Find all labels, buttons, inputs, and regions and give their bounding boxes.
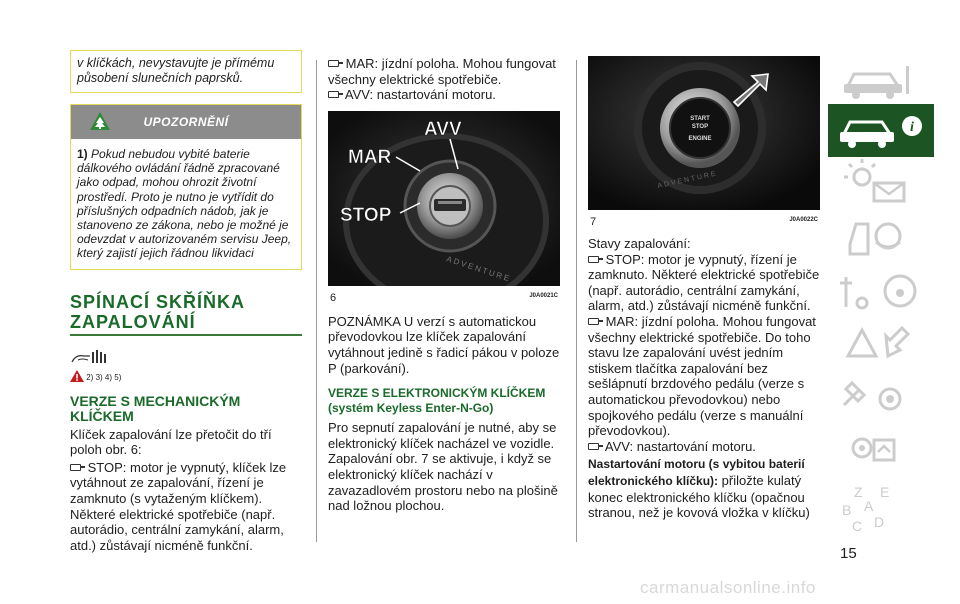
stop-paragraph	[588, 252, 820, 314]
warning-references	[70, 370, 302, 384]
steering-wheel-icon	[828, 263, 934, 316]
label-mar: MAR	[348, 146, 392, 168]
hand-hazard-icon	[70, 348, 114, 366]
warning-number: 1)	[77, 147, 88, 161]
index-letters-icon	[828, 475, 934, 545]
keyless-paragraph: Pro sepnutí zapalování je nutné, aby se elektronický klíček nacházel ve vozidle. Zapalování obr. 7 se aktivuje, i když se elektronický klíček nachází v zavazadlovém prostoru nebo na plošině nad ložnou plochou.	[328, 420, 558, 514]
label-avv: AVV	[424, 118, 462, 140]
ring-text: ADVENTURE	[445, 254, 513, 284]
subsection-title-line-1: VERZE S MECHANICKÝM	[70, 392, 241, 409]
tab-index[interactable]	[828, 475, 934, 545]
warning-triangle-icon	[70, 370, 84, 382]
note-text: v klíčkách, nevystavujte je přímému působení slunečních paprsků.	[77, 56, 275, 85]
column-divider	[316, 60, 317, 542]
svg-text:D: D	[874, 514, 885, 530]
warning-text: Pokud nebudou vybité baterie dálkového ovládání řádně zpracované jako odpad, mohou ohrozit životní prostředí. Proto je nutno je vytřídit do příslušných odpadních nádob, jak je stanoveno ze zákona, nebo je možné je odevzdat v autorizovaném servisu Jeep, který zajistí jejich řádnou likvidaci	[77, 147, 292, 261]
svg-text:i: i	[910, 120, 914, 135]
key-icon	[70, 464, 81, 471]
intro-paragraph: Klíček zapalování lze přetočit do tří poloh obr. 6:	[70, 426, 272, 458]
note-box	[70, 50, 302, 93]
figure-code: J0A0022C	[789, 217, 818, 223]
key-icon	[588, 318, 599, 325]
avv-paragraph	[588, 439, 820, 455]
section-title-line-2: ZAPALOVÁNÍ	[70, 311, 196, 332]
start-button-photo	[588, 56, 820, 210]
mar-text: MAR: jízdní poloha. Mohou fungovat všechny elektrické spotřebiče.	[328, 56, 556, 87]
stop-text: STOP: motor je vypnutý, řízení je zamknuto. Některé elektrické spotřebiče (např. autorádio, centrální zamykání, alarm, atd.) zůstávají nicméně funkční.	[588, 251, 820, 314]
figure-number: 6	[330, 291, 337, 304]
stop-text: STOP: motor je vypnutý, klíček lze vytáhnout ze zapalování, řízení je zamknuto (s vytaženým klíčkem). Některé elektrické spotřebiče (např. autorádio, centrální zamykání, alarm, atd.) zůstávají nicméně funkční.	[70, 459, 287, 553]
ignition-key-illustration	[328, 111, 560, 286]
warning-box	[70, 104, 302, 270]
emergency-icon	[828, 316, 934, 369]
section-title-line-1: SPÍNACÍ SKŘÍŇKA	[70, 291, 246, 312]
keyless-subsection-title: VERZE S ELEKTRONICKÝM KLÍČKEM (systém Keyless Enter-N-Go)	[328, 386, 546, 416]
svg-text:B: B	[842, 502, 852, 518]
states-heading: Stavy zapalování:	[588, 236, 691, 251]
tab-getting-to-know-vehicle[interactable]	[828, 104, 934, 157]
svg-text:C: C	[852, 518, 863, 534]
key-icon	[588, 443, 599, 450]
label-stop: STOP	[340, 204, 392, 226]
watermark: carmanualsonline.info	[640, 578, 816, 597]
tab-warning-lights[interactable]	[828, 157, 934, 210]
column-1	[70, 50, 302, 553]
technical-data-icon	[828, 422, 934, 475]
safety-icon	[828, 210, 934, 263]
warning-header	[71, 105, 301, 139]
key-icon	[328, 91, 339, 98]
mar-paragraph	[588, 314, 820, 439]
mar-text: MAR: jízdní poloha. Mohou fungovat všechny elektrické spotřebiče. Do toho stavu lze zapalování uvést jedním stiskem tlačítka zapalování bez sešlápnutí brzdového pedálu (verze s automatickou převodovkou) nebo spojkového pedálu (verze s manuální převodovkou).	[588, 313, 816, 439]
warning-title: UPOZORNĚNÍ	[143, 115, 229, 129]
reference-numbers: 2) 3) 4) 5)	[86, 372, 122, 382]
start-stop-button-illustration	[588, 56, 820, 210]
figure-6-caption	[328, 286, 560, 306]
tab-maintenance[interactable]	[828, 369, 934, 422]
figure-7-caption	[588, 210, 820, 230]
section-title	[70, 292, 302, 332]
dead-battery-text: přiložte kulatý konec elektronického klíčku (opačnou stranou, než je kovová vložka v klíčku)	[588, 472, 810, 521]
avv-text: AVV: nastartování motoru.	[604, 438, 756, 454]
svg-text:E: E	[880, 484, 890, 500]
warning-body	[71, 139, 301, 269]
stop-paragraph	[70, 460, 302, 554]
button-text-engine: ENGINE	[688, 136, 712, 142]
tab-starting-driving[interactable]	[828, 263, 934, 316]
tab-dashboard[interactable]	[828, 52, 934, 105]
svg-text:Z: Z	[854, 484, 863, 500]
svg-text:A: A	[864, 498, 874, 514]
dead-battery-bold: Nastartování motoru (s vybitou baterií elektronického klíčku):	[588, 457, 805, 488]
button-text-stop: STOP	[691, 124, 709, 130]
car-info-icon	[828, 104, 934, 157]
hazard-symbols	[70, 348, 302, 366]
note-paragraph: POZNÁMKA U verzí s automatickou převodovkou lze klíček zapalování vytáhnout jedině s řadicí pákou v poloze P (parkování).	[328, 313, 560, 376]
page-number: 15	[840, 545, 857, 562]
column-2	[328, 56, 560, 514]
dead-battery-paragraph	[588, 456, 820, 520]
car-dashboard-icon	[828, 52, 934, 105]
column-divider	[576, 60, 577, 542]
section-rule	[70, 334, 302, 336]
mar-paragraph	[328, 56, 560, 87]
column-3	[588, 56, 820, 521]
tab-emergency[interactable]	[828, 316, 934, 369]
key-icon	[328, 60, 339, 67]
avv-text: AVV: nastartování motoru.	[344, 87, 496, 103]
ignition-key-photo	[328, 111, 560, 286]
figure-number: 7	[590, 216, 597, 228]
subsection-title-line-2: KLÍČKEM	[70, 407, 134, 424]
tab-technical-data[interactable]	[828, 422, 934, 475]
maintenance-icon	[828, 369, 934, 422]
ring-text: ADVENTURE	[656, 170, 719, 190]
subsection-title	[70, 394, 302, 424]
tab-safety[interactable]	[828, 210, 934, 263]
button-text-start: START	[690, 116, 710, 122]
avv-paragraph	[328, 87, 560, 103]
figure-code: J0A0021C	[529, 292, 558, 299]
key-icon	[588, 256, 599, 263]
warning-lights-icon	[828, 157, 934, 210]
